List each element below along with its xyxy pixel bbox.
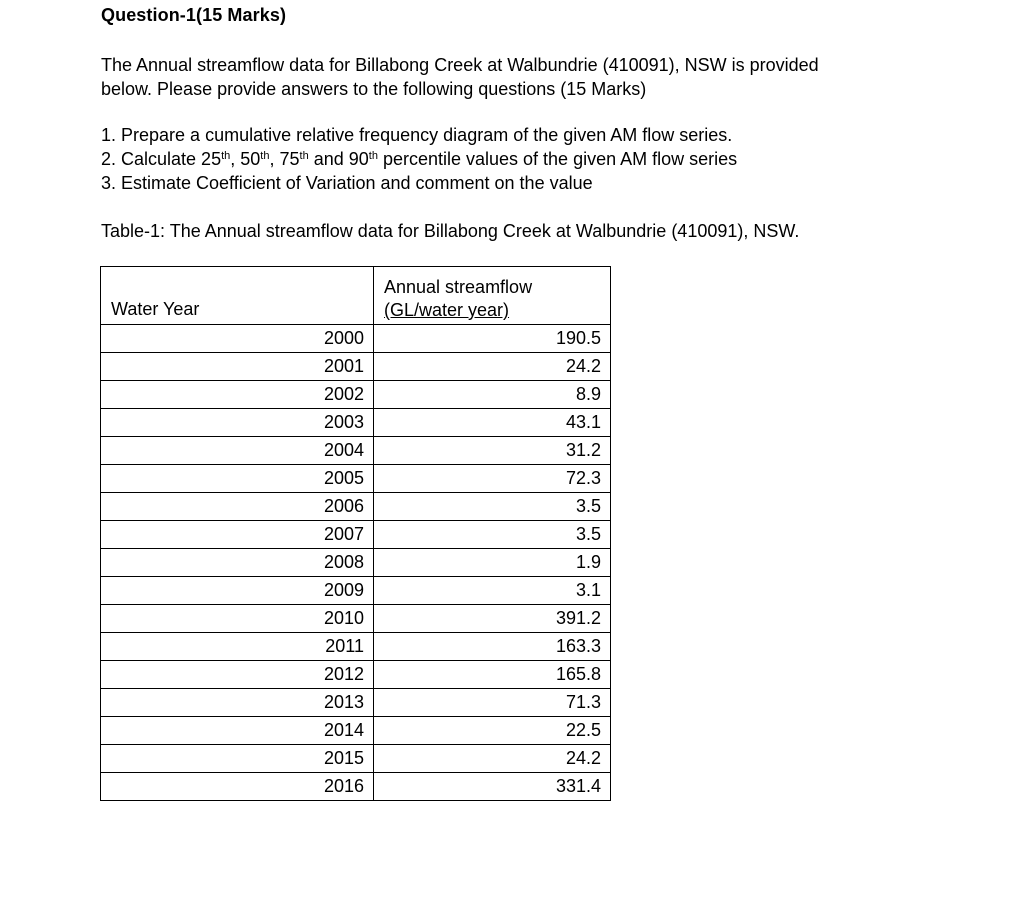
table-row (101, 381, 611, 409)
annual-streamflow-header (374, 267, 611, 325)
flow-cell: 31.2 (374, 437, 611, 465)
table-row (101, 577, 611, 605)
table-row (101, 353, 611, 381)
year-cell: 2002 (101, 381, 374, 409)
flow-cell: 22.5 (374, 717, 611, 745)
table-row (101, 325, 611, 353)
table-caption: Table-1: The Annual streamflow data for Billabong Creek at Walbundrie (410091), NSW. (101, 221, 800, 241)
question-item-1: 1. Prepare a cumulative relative frequency diagram of the given AM flow series. (101, 125, 733, 145)
year-cell: 2012 (101, 661, 374, 689)
superscript-th: th (260, 150, 270, 162)
water-year-header: Water Year (101, 267, 374, 325)
flow-cell: 190.5 (374, 325, 611, 353)
flow-cell: 43.1 (374, 409, 611, 437)
q2-text-d: and 90 (308, 149, 369, 169)
q2-text-e: percentile values of the given AM flow series (377, 149, 738, 169)
year-cell: 2015 (101, 745, 374, 773)
table-row (101, 493, 611, 521)
q2-text-a: 2. Calculate 25 (101, 149, 222, 169)
year-cell: 2008 (101, 549, 374, 577)
intro-paragraph (101, 53, 1001, 101)
year-cell: 2003 (101, 409, 374, 437)
question-item-3: 3. Estimate Coefficient of Variation and comment on the value (101, 173, 593, 193)
year-cell: 2011 (101, 633, 374, 661)
annual-streamflow-header-line2: (GL/water year) (384, 300, 510, 320)
year-cell: 2005 (101, 465, 374, 493)
year-cell: 2006 (101, 493, 374, 521)
flow-cell: 3.1 (374, 577, 611, 605)
streamflow-table (100, 266, 611, 801)
annual-streamflow-header-line1: Annual streamflow (384, 277, 533, 297)
year-cell: 2009 (101, 577, 374, 605)
year-cell: 2013 (101, 689, 374, 717)
flow-cell: 71.3 (374, 689, 611, 717)
table-row (101, 465, 611, 493)
table-row (101, 633, 611, 661)
table-row (101, 409, 611, 437)
question-list (101, 123, 737, 195)
superscript-th: th (221, 150, 231, 162)
table-row (101, 605, 611, 633)
table-header-row (101, 267, 611, 325)
flow-cell: 331.4 (374, 773, 611, 801)
table-row (101, 521, 611, 549)
table-row (101, 773, 611, 801)
intro-line-1: The Annual streamflow data for Billabong Creek at Walbundrie (410091), NSW is provided (101, 55, 819, 75)
question-item-2 (101, 147, 737, 171)
table-row (101, 437, 611, 465)
flow-cell: 3.5 (374, 493, 611, 521)
year-cell: 2000 (101, 325, 374, 353)
flow-cell: 3.5 (374, 521, 611, 549)
flow-cell: 24.2 (374, 353, 611, 381)
table-row (101, 661, 611, 689)
flow-cell: 163.3 (374, 633, 611, 661)
flow-cell: 391.2 (374, 605, 611, 633)
flow-cell: 165.8 (374, 661, 611, 689)
year-cell: 2004 (101, 437, 374, 465)
intro-line-2: below. Please provide answers to the following questions (15 Marks) (101, 79, 647, 99)
year-cell: 2007 (101, 521, 374, 549)
superscript-th: th (368, 150, 378, 162)
flow-cell: 1.9 (374, 549, 611, 577)
flow-cell: 72.3 (374, 465, 611, 493)
table-row (101, 689, 611, 717)
flow-cell: 24.2 (374, 745, 611, 773)
question-heading: Question-1(15 Marks) (101, 5, 287, 25)
year-cell: 2001 (101, 353, 374, 381)
year-cell: 2014 (101, 717, 374, 745)
table-row (101, 717, 611, 745)
q2-text-c: , 75 (269, 149, 300, 169)
flow-cell: 8.9 (374, 381, 611, 409)
superscript-th: th (299, 150, 309, 162)
table-row (101, 549, 611, 577)
year-cell: 2010 (101, 605, 374, 633)
year-cell: 2016 (101, 773, 374, 801)
q2-text-b: , 50 (230, 149, 261, 169)
table-row (101, 745, 611, 773)
